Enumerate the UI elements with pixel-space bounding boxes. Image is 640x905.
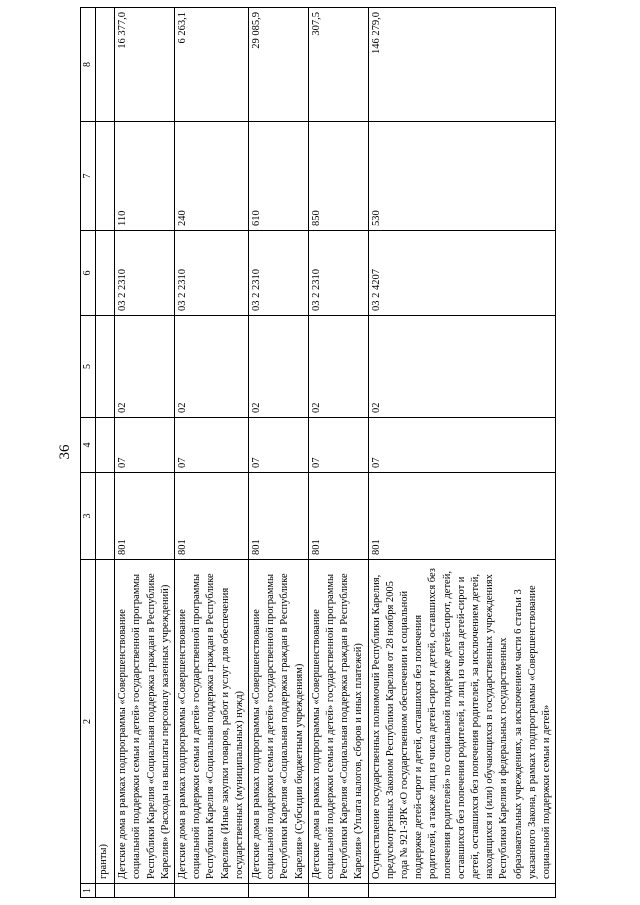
header-cell: 1 bbox=[81, 884, 96, 898]
row-amount: 16 377,0 bbox=[115, 8, 175, 122]
row-kind-code: 610 bbox=[249, 122, 309, 231]
header-cell: 5 bbox=[81, 316, 96, 418]
empty-cell bbox=[96, 8, 115, 122]
row-target-code: 03 2 4207 bbox=[368, 231, 556, 316]
row-kind-code: 240 bbox=[175, 122, 249, 231]
row-ministry-code: 801 bbox=[115, 473, 175, 560]
row-name: Детские дома в рамках подпрограммы «Совершенствование социальной поддержки семьи и детей» государственной программы Республики Карелия «Социальная поддержка граждан в Республике Карелия» (Иные закупки товаров, работ и услуг для обеспечения государственных (муниципальных) нужд) bbox=[175, 560, 249, 884]
row-kind-code: 850 bbox=[308, 122, 368, 231]
rotated-page bbox=[80, 8, 625, 898]
row-name: Детские дома в рамках подпрограммы «Совершенствование социальной поддержки семьи и детей» государственной программы Республики Карелия «Социальная поддержка граждан в Республике Карелия» (Субсидии бюджетным учреждениям) bbox=[249, 560, 309, 884]
header-cell: 8 bbox=[81, 8, 96, 122]
row-amount: 307,5 bbox=[308, 8, 368, 122]
empty-cell bbox=[308, 884, 368, 898]
row-section-code: 07 bbox=[249, 418, 309, 473]
row-section-code: 07 bbox=[368, 418, 556, 473]
empty-cell bbox=[368, 884, 556, 898]
header-cell: 3 bbox=[81, 473, 96, 560]
row-section-code: 07 bbox=[115, 418, 175, 473]
row-name: Детские дома в рамках подпрограммы «Совершенствование социальной поддержки семьи и детей» государственной программы Республики Карелия «Социальная поддержка граждан в Республике Карелия» (Расходы на выплаты персоналу казенных учреждений) bbox=[115, 560, 175, 884]
table-row bbox=[368, 8, 556, 898]
empty-cell bbox=[115, 884, 175, 898]
row-subsection-code: 02 bbox=[308, 316, 368, 418]
row-target-code: 03 2 2310 bbox=[249, 231, 309, 316]
row-subsection-code: 02 bbox=[115, 316, 175, 418]
row-amount: 29 085,9 bbox=[249, 8, 309, 122]
empty-cell bbox=[96, 884, 115, 898]
row-name: Осуществление государственных полномочий Республики Карелия, предусмотренных Законом Республики Карелия от 28 ноября 2005 года № 921-ЗРК «О государственном обеспечении и социальной поддержке детей-сирот и детей, оставшихся без попечения родителей, а также лиц из числа детей-сирот и детей, оставшихся без попечения родителей» по социальной поддержке детей-сирот, детей, оставшихся без попечения родителей, и лиц из числа детей-сирот и детей, оставшихся без попечения родителей, за исключением детей, находящихся и (или) обучающихся в государственных учреждениях Республики Карелия и федеральных государственных образовательных учреждениях, за исключением части 6 статьи 3 указанного Закона, в рамках подпрограммы «Совершенствование социальной поддержки семьи и детей» bbox=[368, 560, 556, 884]
header-row bbox=[81, 8, 96, 898]
row-amount: 146 279,0 bbox=[368, 8, 556, 122]
budget-table bbox=[80, 7, 556, 898]
table-row bbox=[115, 8, 175, 898]
table-row bbox=[249, 8, 309, 898]
header-cell: 4 bbox=[81, 418, 96, 473]
header-cell: 2 bbox=[81, 560, 96, 884]
row-ministry-code: 801 bbox=[308, 473, 368, 560]
row-ministry-code: 801 bbox=[368, 473, 556, 560]
row-ministry-code: 801 bbox=[175, 473, 249, 560]
empty-cell bbox=[96, 418, 115, 473]
row-target-code: 03 2 2310 bbox=[308, 231, 368, 316]
table-row bbox=[308, 8, 368, 898]
row-amount: 6 263,1 bbox=[175, 8, 249, 122]
empty-cell bbox=[96, 122, 115, 231]
row-section-code: 07 bbox=[308, 418, 368, 473]
row-ministry-code: 801 bbox=[249, 473, 309, 560]
empty-cell bbox=[249, 884, 309, 898]
empty-cell bbox=[175, 884, 249, 898]
row-name: Детские дома в рамках подпрограммы «Совершенствование социальной поддержки семьи и детей» государственной программы Республики Карелия «Социальная поддержка граждан в Республике Карелия» (Уплата налогов, сборов и иных платежей) bbox=[308, 560, 368, 884]
row-kind-code: 110 bbox=[115, 122, 175, 231]
row-subsection-code: 02 bbox=[249, 316, 309, 418]
continuation-text: гранты) bbox=[96, 560, 115, 884]
row-subsection-code: 02 bbox=[175, 316, 249, 418]
row-target-code: 03 2 2310 bbox=[115, 231, 175, 316]
row-subsection-code: 02 bbox=[368, 316, 556, 418]
row-target-code: 03 2 2310 bbox=[175, 231, 249, 316]
page-number: 36 bbox=[57, 444, 73, 460]
header-cell: 6 bbox=[81, 231, 96, 316]
empty-cell bbox=[96, 316, 115, 418]
row-section-code: 07 bbox=[175, 418, 249, 473]
header-cell: 7 bbox=[81, 122, 96, 231]
table-row bbox=[175, 8, 249, 898]
empty-cell bbox=[96, 473, 115, 560]
row-kind-code: 530 bbox=[368, 122, 556, 231]
continuation-row bbox=[96, 8, 115, 898]
empty-cell bbox=[96, 231, 115, 316]
